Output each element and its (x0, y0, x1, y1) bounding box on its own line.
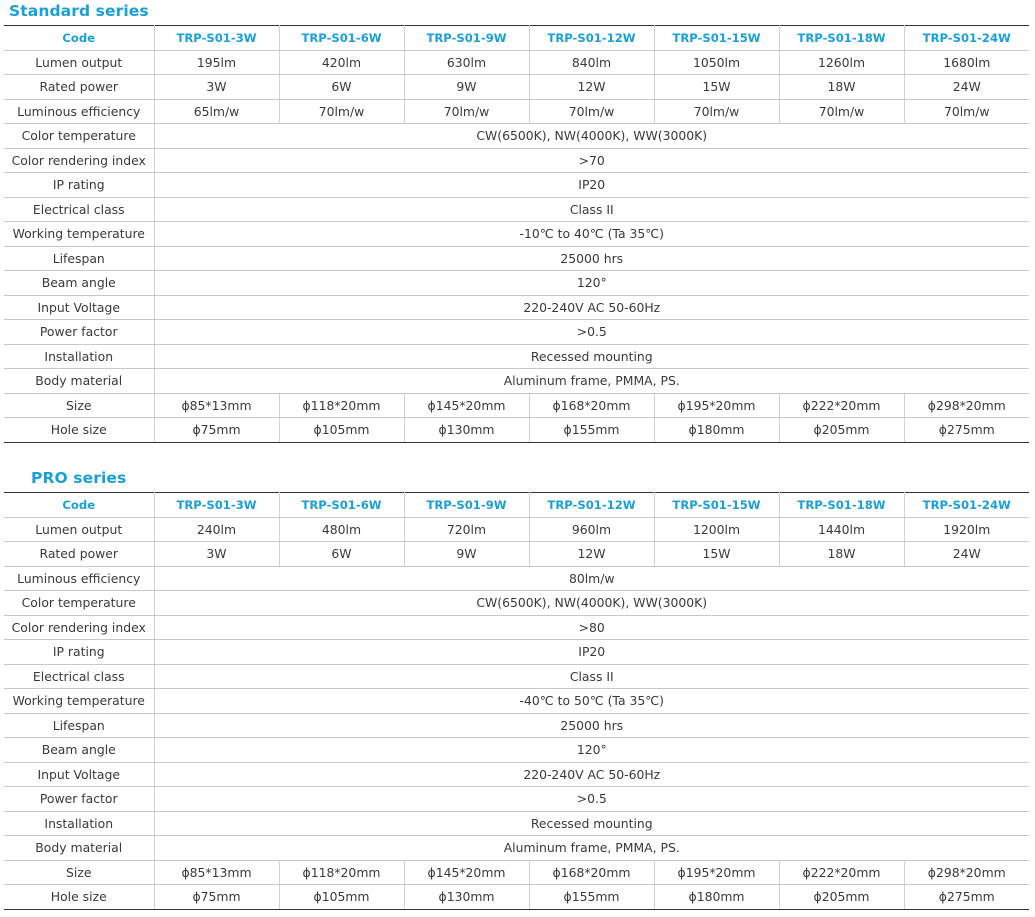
spec-value: ϕ205mm (779, 418, 904, 443)
spec-value: 3W (154, 75, 279, 100)
code-label: Code (4, 26, 154, 51)
spec-value: ϕ145*20mm (404, 860, 529, 885)
spec-value: ϕ118*20mm (279, 860, 404, 885)
spec-value: 70lm/w (904, 99, 1029, 124)
spec-value-shared: IP20 (154, 640, 1029, 665)
spec-label: IP rating (4, 173, 154, 198)
model-code: TRP-S01-15W (654, 493, 779, 518)
spec-value: 960lm (529, 517, 654, 542)
pro-series-table (4, 492, 1029, 910)
spec-value: ϕ195*20mm (654, 393, 779, 418)
spec-value-shared: 120° (154, 271, 1029, 296)
model-code: TRP-S01-24W (904, 26, 1029, 51)
spec-row-lumen-output (4, 50, 1029, 75)
spec-label: Lumen output (4, 517, 154, 542)
spec-value-shared: IP20 (154, 173, 1029, 198)
code-row (4, 26, 1029, 51)
model-code: TRP-S01-3W (154, 26, 279, 51)
spec-label: Lifespan (4, 246, 154, 271)
spec-value-shared: CW(6500K), NW(4000K), WW(3000K) (154, 591, 1029, 616)
spec-value: 70lm/w (404, 99, 529, 124)
spec-row-beam-angle (4, 738, 1029, 763)
spec-value: 6W (279, 542, 404, 567)
spec-value: 15W (654, 542, 779, 567)
spec-value: 1920lm (904, 517, 1029, 542)
spec-value-shared: 25000 hrs (154, 713, 1029, 738)
spec-value-shared: Recessed mounting (154, 344, 1029, 369)
spec-value-shared: 220-240V AC 50-60Hz (154, 762, 1029, 787)
code-row (4, 493, 1029, 518)
spec-label: Power factor (4, 787, 154, 812)
spec-label: Size (4, 860, 154, 885)
spec-label: Body material (4, 836, 154, 861)
model-code: TRP-S01-12W (529, 26, 654, 51)
spec-label: Electrical class (4, 197, 154, 222)
model-code: TRP-S01-6W (279, 26, 404, 51)
spec-value: ϕ275mm (904, 418, 1029, 443)
spec-value: ϕ105mm (279, 885, 404, 910)
spec-label: Hole size (4, 885, 154, 910)
spec-label: Input Voltage (4, 762, 154, 787)
spec-value: ϕ130mm (404, 885, 529, 910)
spec-value: 12W (529, 542, 654, 567)
spec-label: Rated power (4, 542, 154, 567)
model-code: TRP-S01-15W (654, 26, 779, 51)
spec-label: Luminous efficiency (4, 566, 154, 591)
spec-row-body-material (4, 836, 1029, 861)
spec-value-shared: -40℃ to 50℃ (Ta 35℃) (154, 689, 1029, 714)
spec-row-input-voltage (4, 762, 1029, 787)
spec-row-color-rendering-index (4, 615, 1029, 640)
spec-label: Color rendering index (4, 148, 154, 173)
spec-row-luminous-efficiency (4, 566, 1029, 591)
spec-value: 18W (779, 75, 904, 100)
spec-value-shared: 220-240V AC 50-60Hz (154, 295, 1029, 320)
spec-value: 70lm/w (529, 99, 654, 124)
spec-value: 24W (904, 542, 1029, 567)
spec-value: ϕ145*20mm (404, 393, 529, 418)
spec-label: Size (4, 393, 154, 418)
spec-value: 195lm (154, 50, 279, 75)
spec-label: Installation (4, 344, 154, 369)
spec-label: Body material (4, 369, 154, 394)
spec-value: 18W (779, 542, 904, 567)
model-code: TRP-S01-24W (904, 493, 1029, 518)
spec-value: ϕ85*13mm (154, 860, 279, 885)
spec-value-shared: Aluminum frame, PMMA, PS. (154, 369, 1029, 394)
spec-row-installation (4, 344, 1029, 369)
spec-value-shared: Recessed mounting (154, 811, 1029, 836)
spec-row-size (4, 860, 1029, 885)
spec-value-shared: Class II (154, 664, 1029, 689)
spec-value: ϕ195*20mm (654, 860, 779, 885)
spec-value: 15W (654, 75, 779, 100)
spec-value-shared: >0.5 (154, 787, 1029, 812)
spec-value: ϕ222*20mm (779, 860, 904, 885)
spec-label: Electrical class (4, 664, 154, 689)
spec-row-electrical-class (4, 664, 1029, 689)
spec-row-power-factor (4, 787, 1029, 812)
spec-value: ϕ180mm (654, 885, 779, 910)
spec-value: ϕ155mm (529, 418, 654, 443)
spec-row-size (4, 393, 1029, 418)
spec-label: Rated power (4, 75, 154, 100)
spec-value: ϕ75mm (154, 418, 279, 443)
spec-label: Lumen output (4, 50, 154, 75)
spec-value: 1050lm (654, 50, 779, 75)
spec-value: ϕ85*13mm (154, 393, 279, 418)
spec-label: Input Voltage (4, 295, 154, 320)
spec-label: Beam angle (4, 271, 154, 296)
spec-row-ip-rating (4, 640, 1029, 665)
spec-row-power-factor (4, 320, 1029, 345)
spec-row-luminous-efficiency (4, 99, 1029, 124)
spec-label: Lifespan (4, 713, 154, 738)
spec-value: 1260lm (779, 50, 904, 75)
spec-row-input-voltage (4, 295, 1029, 320)
spec-row-color-temperature (4, 124, 1029, 149)
spec-label: Hole size (4, 418, 154, 443)
spec-row-installation (4, 811, 1029, 836)
spec-label: Color rendering index (4, 615, 154, 640)
spec-label: Installation (4, 811, 154, 836)
model-code: TRP-S01-6W (279, 493, 404, 518)
spec-value: 12W (529, 75, 654, 100)
spec-row-electrical-class (4, 197, 1029, 222)
spec-value-shared: Aluminum frame, PMMA, PS. (154, 836, 1029, 861)
spec-row-working-temperature (4, 689, 1029, 714)
spec-value: 70lm/w (654, 99, 779, 124)
spec-value: ϕ168*20mm (529, 860, 654, 885)
spec-label: IP rating (4, 640, 154, 665)
spec-value: ϕ105mm (279, 418, 404, 443)
pro-series-title: PRO series (31, 469, 127, 487)
spec-value: ϕ298*20mm (904, 860, 1029, 885)
spec-value-shared: >0.5 (154, 320, 1029, 345)
spec-value: ϕ180mm (654, 418, 779, 443)
spec-row-hole-size (4, 885, 1029, 910)
spec-value: 1440lm (779, 517, 904, 542)
spec-row-color-rendering-index (4, 148, 1029, 173)
spec-label: Luminous efficiency (4, 99, 154, 124)
spec-row-body-material (4, 369, 1029, 394)
spec-value: 6W (279, 75, 404, 100)
spec-value-shared: 80lm/w (154, 566, 1029, 591)
model-code: TRP-S01-18W (779, 26, 904, 51)
spec-value: ϕ155mm (529, 885, 654, 910)
spec-row-ip-rating (4, 173, 1029, 198)
spec-label: Color temperature (4, 591, 154, 616)
spec-value: 70lm/w (279, 99, 404, 124)
spec-value: 9W (404, 75, 529, 100)
spec-row-rated-power (4, 542, 1029, 567)
spec-value: 240lm (154, 517, 279, 542)
spec-value: 70lm/w (779, 99, 904, 124)
model-code: TRP-S01-3W (154, 493, 279, 518)
spec-value: ϕ205mm (779, 885, 904, 910)
model-code: TRP-S01-9W (404, 493, 529, 518)
spec-value: 1680lm (904, 50, 1029, 75)
spec-value: ϕ222*20mm (779, 393, 904, 418)
spec-label: Beam angle (4, 738, 154, 763)
spec-value-shared: >70 (154, 148, 1029, 173)
spec-value: ϕ75mm (154, 885, 279, 910)
spec-value-shared: Class II (154, 197, 1029, 222)
spec-row-lifespan (4, 246, 1029, 271)
spec-row-lifespan (4, 713, 1029, 738)
spec-label: Color temperature (4, 124, 154, 149)
spec-value-shared: 25000 hrs (154, 246, 1029, 271)
spec-row-rated-power (4, 75, 1029, 100)
spec-value: 1200lm (654, 517, 779, 542)
model-code: TRP-S01-18W (779, 493, 904, 518)
spec-value: 24W (904, 75, 1029, 100)
spec-value-shared: 120° (154, 738, 1029, 763)
model-code: TRP-S01-12W (529, 493, 654, 518)
standard-series-title: Standard series (9, 2, 149, 20)
spec-value: ϕ118*20mm (279, 393, 404, 418)
spec-value-shared: -10℃ to 40℃ (Ta 35℃) (154, 222, 1029, 247)
spec-label: Working temperature (4, 222, 154, 247)
spec-value: 420lm (279, 50, 404, 75)
spec-row-color-temperature (4, 591, 1029, 616)
spec-value: 3W (154, 542, 279, 567)
spec-value: 480lm (279, 517, 404, 542)
spec-value: ϕ298*20mm (904, 393, 1029, 418)
spec-value: 9W (404, 542, 529, 567)
code-label: Code (4, 493, 154, 518)
spec-value: 840lm (529, 50, 654, 75)
spec-value: 630lm (404, 50, 529, 75)
spec-row-beam-angle (4, 271, 1029, 296)
spec-value-shared: >80 (154, 615, 1029, 640)
spec-value: ϕ275mm (904, 885, 1029, 910)
spec-value: 65lm/w (154, 99, 279, 124)
spec-label: Power factor (4, 320, 154, 345)
standard-series-table (4, 25, 1029, 443)
spec-row-working-temperature (4, 222, 1029, 247)
spec-value-shared: CW(6500K), NW(4000K), WW(3000K) (154, 124, 1029, 149)
spec-value: 720lm (404, 517, 529, 542)
spec-row-lumen-output (4, 517, 1029, 542)
spec-value: ϕ130mm (404, 418, 529, 443)
spec-label: Working temperature (4, 689, 154, 714)
model-code: TRP-S01-9W (404, 26, 529, 51)
spec-row-hole-size (4, 418, 1029, 443)
spec-value: ϕ168*20mm (529, 393, 654, 418)
